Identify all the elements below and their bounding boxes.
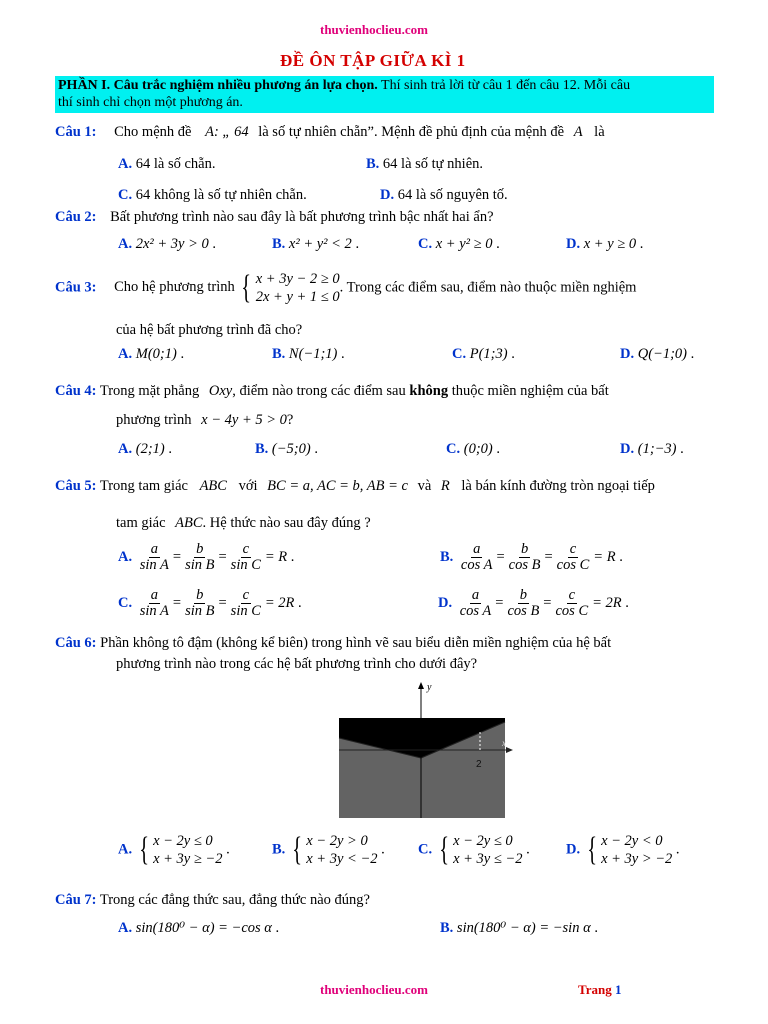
y-axis-arrow-icon	[418, 682, 424, 689]
fraction	[138, 588, 171, 619]
question-text: với	[238, 478, 258, 494]
math: (0;0)	[463, 441, 493, 457]
option-letter: B.	[272, 346, 286, 362]
fraction	[183, 542, 216, 573]
x-axis-arrow-icon	[506, 747, 513, 753]
question-3-cont: của hệ bất phương trình đã cho?	[116, 322, 303, 338]
x-axis-label: x	[502, 738, 506, 748]
system-line: x − 2y < 0	[601, 833, 663, 849]
equation-system	[238, 270, 339, 306]
option-text: là số chẵn.	[153, 156, 216, 172]
question-label: Câu 3:	[55, 279, 97, 296]
q2-option-b[interactable]: B. x² + y² < 2 .	[272, 236, 360, 252]
question-2	[55, 209, 494, 226]
question-text: ?	[286, 412, 294, 428]
question-text: tam giác	[116, 515, 166, 531]
fraction	[229, 542, 263, 573]
math: 2x² + 3y > 0	[135, 236, 209, 252]
math: Q(−1;0)	[637, 346, 687, 362]
question-text: và	[417, 478, 432, 494]
option-letter: A.	[118, 920, 133, 936]
question-7	[55, 892, 370, 909]
q3-option-b[interactable]: B. N(−1;1) .	[272, 346, 345, 362]
math: : „ 64	[213, 124, 249, 140]
option-letter: B.	[440, 548, 454, 565]
math: M(0;1)	[135, 346, 177, 362]
question-5-cont	[116, 515, 371, 532]
question-text: Phần không tô đậm (không kể biên) trong hình vẽ sau biểu diễn miền nghiệm của hệ bất	[100, 635, 612, 651]
math: R	[440, 478, 450, 494]
question-label: Câu 5:	[55, 478, 97, 494]
math: = 2R	[592, 594, 622, 611]
q6-option-d[interactable]: D. { x − 2y < 0 x + 3y > −2 .	[566, 831, 680, 868]
q4-option-a[interactable]: A. (2;1) .	[118, 441, 172, 457]
math: 64	[135, 187, 151, 203]
numerator: c	[242, 587, 249, 603]
page-title: ĐỀ ÔN TẬP GIỮA KÌ 1	[280, 51, 466, 70]
question-text: Trong tam giác	[99, 478, 188, 494]
option-letter: A.	[118, 236, 133, 252]
q5-option-c[interactable]: C. $\frac{a}{\text{sin A}}$ = $\frac{b}{\text{sin B}}$ = $\frac{c}{\text{sin C}}$ = 2R .	[118, 587, 302, 619]
numerator: a	[150, 587, 158, 603]
q6-option-c[interactable]: C. { x − 2y ≤ 0 x + 3y ≤ −2 .	[418, 831, 530, 868]
math: N(−1;1)	[288, 346, 338, 362]
denominator: sin A	[139, 603, 169, 619]
q4-option-c[interactable]: C. (0;0) .	[446, 441, 500, 457]
question-text: Cho hệ phương trình	[114, 279, 235, 296]
system-line: x + 3y > −2	[601, 851, 673, 867]
math: ABC	[199, 478, 227, 494]
q6-option-a[interactable]: A. { x − 2y ≤ 0 x + 3y ≥ −2 .	[118, 831, 230, 868]
question-text: thuộc miền nghiệm của bất	[451, 383, 609, 399]
brace-icon: {	[241, 269, 252, 306]
denominator: sin B	[185, 603, 215, 619]
question-text: là	[594, 124, 605, 140]
fraction	[459, 542, 495, 573]
option-text: không là số tự nhiên chẵn.	[153, 187, 307, 203]
q1-option-b[interactable]	[366, 156, 483, 173]
question-label: Câu 1:	[55, 124, 97, 140]
math: (1;−3)	[637, 441, 677, 457]
question-label: Câu 6:	[55, 635, 97, 651]
question-text: Bất phương trình nào sau đây là bất phương trình bậc nhất hai ẩn?	[110, 209, 494, 225]
system-line: x + 3y ≥ −2	[153, 851, 223, 867]
question-4	[55, 383, 609, 400]
fraction	[555, 542, 592, 573]
question-text: . Trong các điểm sau, điểm nào thuộc miền nghiệm	[339, 279, 637, 296]
system-line: x − 2y ≤ 0	[153, 833, 213, 849]
fraction	[229, 588, 263, 619]
denominator: sin C	[230, 603, 261, 619]
numerator: b	[196, 587, 204, 603]
option-letter: B.	[272, 841, 286, 858]
option-letter: A.	[118, 841, 133, 858]
q2-option-c[interactable]: C. x + y² ≥ 0 .	[418, 236, 500, 252]
numerator: c	[568, 587, 576, 603]
question-text: Trong các đẳng thức sau, đẳng thức nào đúng?	[99, 892, 370, 908]
q5-option-b[interactable]: B. $\frac{a}{\text{cos A}}$ = $\frac{b}{\text{cos B}}$ = $\frac{c}{\text{cos C}}$ = R .	[440, 541, 623, 573]
site-footer[interactable]: thuvienhoclieu.com	[320, 982, 428, 997]
math: = R	[593, 548, 616, 565]
denominator: cos A	[460, 557, 493, 573]
system-line: x + 3y ≤ −2	[453, 851, 523, 867]
brace-icon: {	[139, 831, 149, 868]
page-number	[578, 982, 621, 998]
option-letter: C.	[418, 236, 433, 252]
math: 64	[135, 156, 151, 172]
question-4-cont	[116, 412, 293, 429]
denominator: cos C	[555, 603, 589, 619]
math: BC = a, AC = b, AB = c	[267, 478, 408, 494]
math: = R	[264, 548, 288, 565]
q3-option-a[interactable]: A. M(0;1) .	[118, 346, 185, 362]
question-text: Cho mệnh đề	[114, 124, 192, 140]
denominator: cos B	[507, 603, 540, 619]
math: x² + y² < 2	[288, 236, 352, 252]
denominator: cos C	[556, 557, 590, 573]
option-letter: A.	[118, 156, 133, 172]
denominator: sin A	[139, 557, 169, 573]
question-text: là số tự nhiên chẵn”. Mệnh đề phủ định của mệnh đề	[258, 124, 565, 140]
q4-option-d[interactable]: D. (1;−3) .	[620, 441, 684, 457]
option-letter: B.	[440, 920, 454, 936]
option-letter: D.	[566, 236, 581, 252]
q4-option-b[interactable]: B. (−5;0) .	[255, 441, 318, 457]
page-num: 1	[614, 982, 622, 997]
q3-option-c[interactable]: C. P(1;3) .	[452, 346, 515, 362]
q1-option-c[interactable]	[118, 187, 307, 204]
system-line: x − 2y ≤ 0	[453, 833, 513, 849]
fraction	[138, 542, 171, 573]
page-label: Trang	[578, 982, 612, 997]
solution-region-graph	[335, 680, 515, 820]
site-header[interactable]: thuvienhoclieu.com	[320, 22, 428, 37]
math: 64	[382, 156, 398, 172]
option-text: là số tự nhiên.	[401, 156, 484, 172]
denominator: sin B	[185, 557, 215, 573]
option-letter: D.	[380, 187, 395, 203]
equation-system	[289, 832, 378, 868]
math: (−5;0)	[271, 441, 311, 457]
math: ABC	[175, 515, 203, 531]
question-5	[55, 478, 655, 495]
option-letter: A.	[118, 346, 133, 362]
math: 64	[397, 187, 413, 203]
fraction	[505, 588, 541, 619]
option-letter: C.	[418, 841, 433, 858]
equation-system	[436, 832, 523, 868]
section-text-1: Thí sinh trả lời từ câu 1 đến câu 12. Mỗi câu	[377, 78, 631, 93]
option-letter: C.	[118, 594, 133, 611]
option-letter: D.	[566, 841, 581, 858]
brace-icon: {	[292, 831, 302, 868]
option-letter: D.	[620, 441, 635, 457]
question-3	[55, 270, 636, 306]
q5-option-a[interactable]: A. $\frac{a}{\text{sin A}}$ = $\frac{b}{\text{sin B}}$ = $\frac{c}{\text{sin C}}$ = R .	[118, 541, 295, 573]
option-letter: C.	[118, 187, 133, 203]
section-instruction	[55, 76, 714, 113]
fraction	[458, 588, 494, 619]
system-line: x + 3y < −2	[306, 851, 378, 867]
question-text: là bán kính đường tròn ngoại tiếp	[461, 478, 655, 494]
fraction	[183, 588, 216, 619]
q3-option-d[interactable]: D. Q(−1;0) .	[620, 346, 695, 362]
q1-option-d[interactable]	[380, 187, 508, 204]
denominator: cos A	[459, 603, 492, 619]
denominator: sin C	[230, 557, 261, 573]
question-label: Câu 7:	[55, 892, 97, 908]
section-text-2: thí sinh chỉ chọn một phương án.	[58, 95, 243, 110]
q7-option-b[interactable]: B. sin(180⁰ − α) = −sin α .	[440, 920, 598, 936]
q5-option-d[interactable]: D. $\frac{a}{\text{cos A}}$ = $\frac{b}{\text{cos B}}$ = $\frac{c}{\text{cos C}}$ = 2R .	[438, 587, 629, 619]
option-letter: D.	[620, 346, 635, 362]
q2-option-a[interactable]: A. 2x² + 3y > 0 .	[118, 236, 217, 252]
equation-system	[584, 832, 673, 868]
question-1	[55, 124, 605, 141]
question-label: Câu 4:	[55, 383, 97, 399]
math: P(1;3)	[469, 346, 508, 362]
q6-option-b[interactable]: B. { x − 2y > 0 x + 3y < −2 .	[272, 831, 385, 868]
x-tick-label: 2	[476, 759, 482, 770]
section-heading: PHẦN I. Câu trắc nghiệm nhiều phương án lựa chọn.	[58, 78, 378, 93]
y-axis-label: y	[427, 682, 432, 693]
question-text: phương trình	[116, 412, 192, 428]
math: A	[573, 124, 583, 140]
emphasis-text: không	[409, 383, 449, 399]
question-label: Câu 2:	[55, 209, 97, 225]
q7-option-a[interactable]: A. sin(180⁰ − α) = −cos α .	[118, 920, 280, 936]
question-6-cont: phương trình nào trong các hệ bất phương trình cho dưới đây?	[116, 656, 478, 672]
numerator: a	[150, 541, 158, 557]
math: x − 4y + 5 > 0	[201, 412, 287, 428]
math: x + y² ≥ 0	[435, 236, 493, 252]
math: Oxy	[208, 383, 233, 399]
numerator: c	[569, 541, 577, 557]
option-letter: C.	[446, 441, 461, 457]
option-letter: D.	[438, 594, 453, 611]
question-text: , điểm nào trong các điểm sau	[232, 383, 406, 399]
numerator: a	[471, 587, 480, 603]
numerator: b	[520, 541, 529, 557]
q2-option-d[interactable]: D. x + y ≥ 0 .	[566, 236, 644, 252]
option-letter: B.	[255, 441, 269, 457]
math: (2;1)	[135, 441, 165, 457]
option-letter: A.	[118, 548, 133, 565]
math: x + y ≥ 0	[583, 236, 637, 252]
q1-option-a[interactable]	[118, 156, 215, 173]
fraction	[507, 542, 543, 573]
option-letter: B.	[366, 156, 380, 172]
numerator: b	[519, 587, 528, 603]
math: = 2R	[264, 594, 295, 611]
system-line: 2x + y + 1 ≤ 0	[255, 289, 340, 305]
system-line: x − 2y > 0	[306, 833, 368, 849]
equation-system	[136, 832, 223, 868]
fraction	[553, 588, 590, 619]
question-text: . Hệ thức nào sau đây đúng ?	[202, 515, 371, 531]
question-6	[55, 635, 611, 652]
option-letter: A.	[118, 441, 133, 457]
brace-icon: {	[439, 831, 449, 868]
math: sin(180⁰ − α) = −sin α	[456, 920, 591, 936]
numerator: c	[242, 541, 249, 557]
option-letter: C.	[452, 346, 467, 362]
numerator: a	[473, 541, 481, 557]
system-line: x + 3y − 2 ≥ 0	[255, 271, 340, 287]
brace-icon: {	[587, 831, 597, 868]
math: sin(180⁰ − α) = −cos α	[135, 920, 272, 936]
option-text: là số nguyên tố.	[415, 187, 508, 203]
option-letter: B.	[272, 236, 286, 252]
numerator: b	[196, 541, 204, 557]
math: A	[205, 124, 214, 140]
denominator: cos B	[508, 557, 541, 573]
question-text: Trong mặt phẳng	[99, 383, 200, 399]
